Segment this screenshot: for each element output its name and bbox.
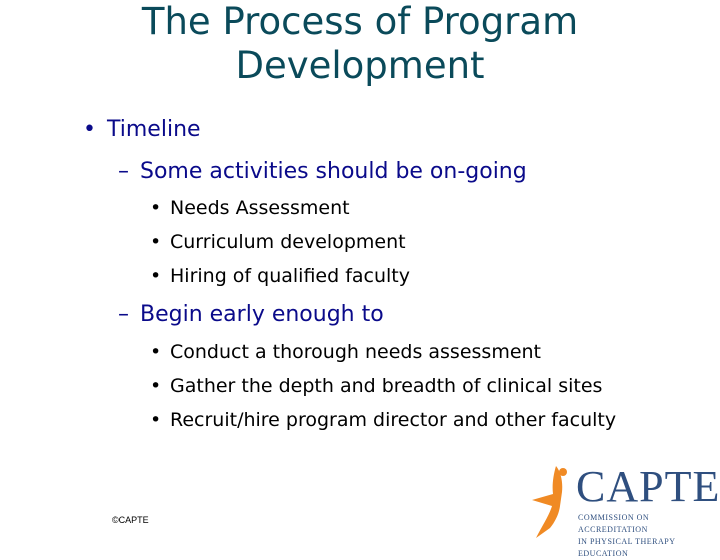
subbullet-text: Begin early enough to [140,302,384,327]
subbullet-ongoing [118,158,527,186]
bullet-marker: • [150,197,162,219]
list-item-text: Curriculum development [170,231,406,253]
logo-subtitle-line2: IN PHYSICAL THERAPY EDUCATION [578,537,676,558]
bullet-marker: • [83,117,96,142]
dash-marker: – [118,159,129,184]
bullet-timeline [83,116,201,144]
slide-title-line2: Development [235,44,485,87]
list-item [150,340,541,364]
list-item [150,264,410,288]
copyright-notice: ©CAPTE [112,515,149,525]
list-item [150,408,616,432]
bullet-marker: • [150,231,162,253]
dash-marker: – [118,302,129,327]
list-item [150,196,350,220]
slide-title-line1: The Process of Program [141,0,579,43]
logo-wordmark: CAPTE [576,462,720,511]
logo-subtitle [578,512,718,560]
list-item [150,230,406,254]
list-item-text: Needs Assessment [170,197,350,219]
bullet-marker: • [150,375,162,397]
list-item [150,374,602,398]
bullet-marker: • [150,265,162,287]
bullet-marker: • [150,341,162,363]
capte-logo [526,462,720,558]
list-item-text: Conduct a thorough needs assessment [170,341,542,363]
list-item-text: Recruit/hire program director and other faculty [170,409,617,431]
logo-subtitle-line1: COMMISSION ON ACCREDITATION [578,513,650,534]
bullet-marker: • [150,409,162,431]
subbullet-text: Some activities should be on-going [140,159,527,184]
subbullet-early [118,301,384,329]
list-item-text: Gather the depth and breadth of clinical sites [170,375,603,397]
list-item-text: Hiring of qualified faculty [170,265,411,287]
bullet-text: Timeline [107,117,201,142]
capte-figure-icon [526,462,582,540]
